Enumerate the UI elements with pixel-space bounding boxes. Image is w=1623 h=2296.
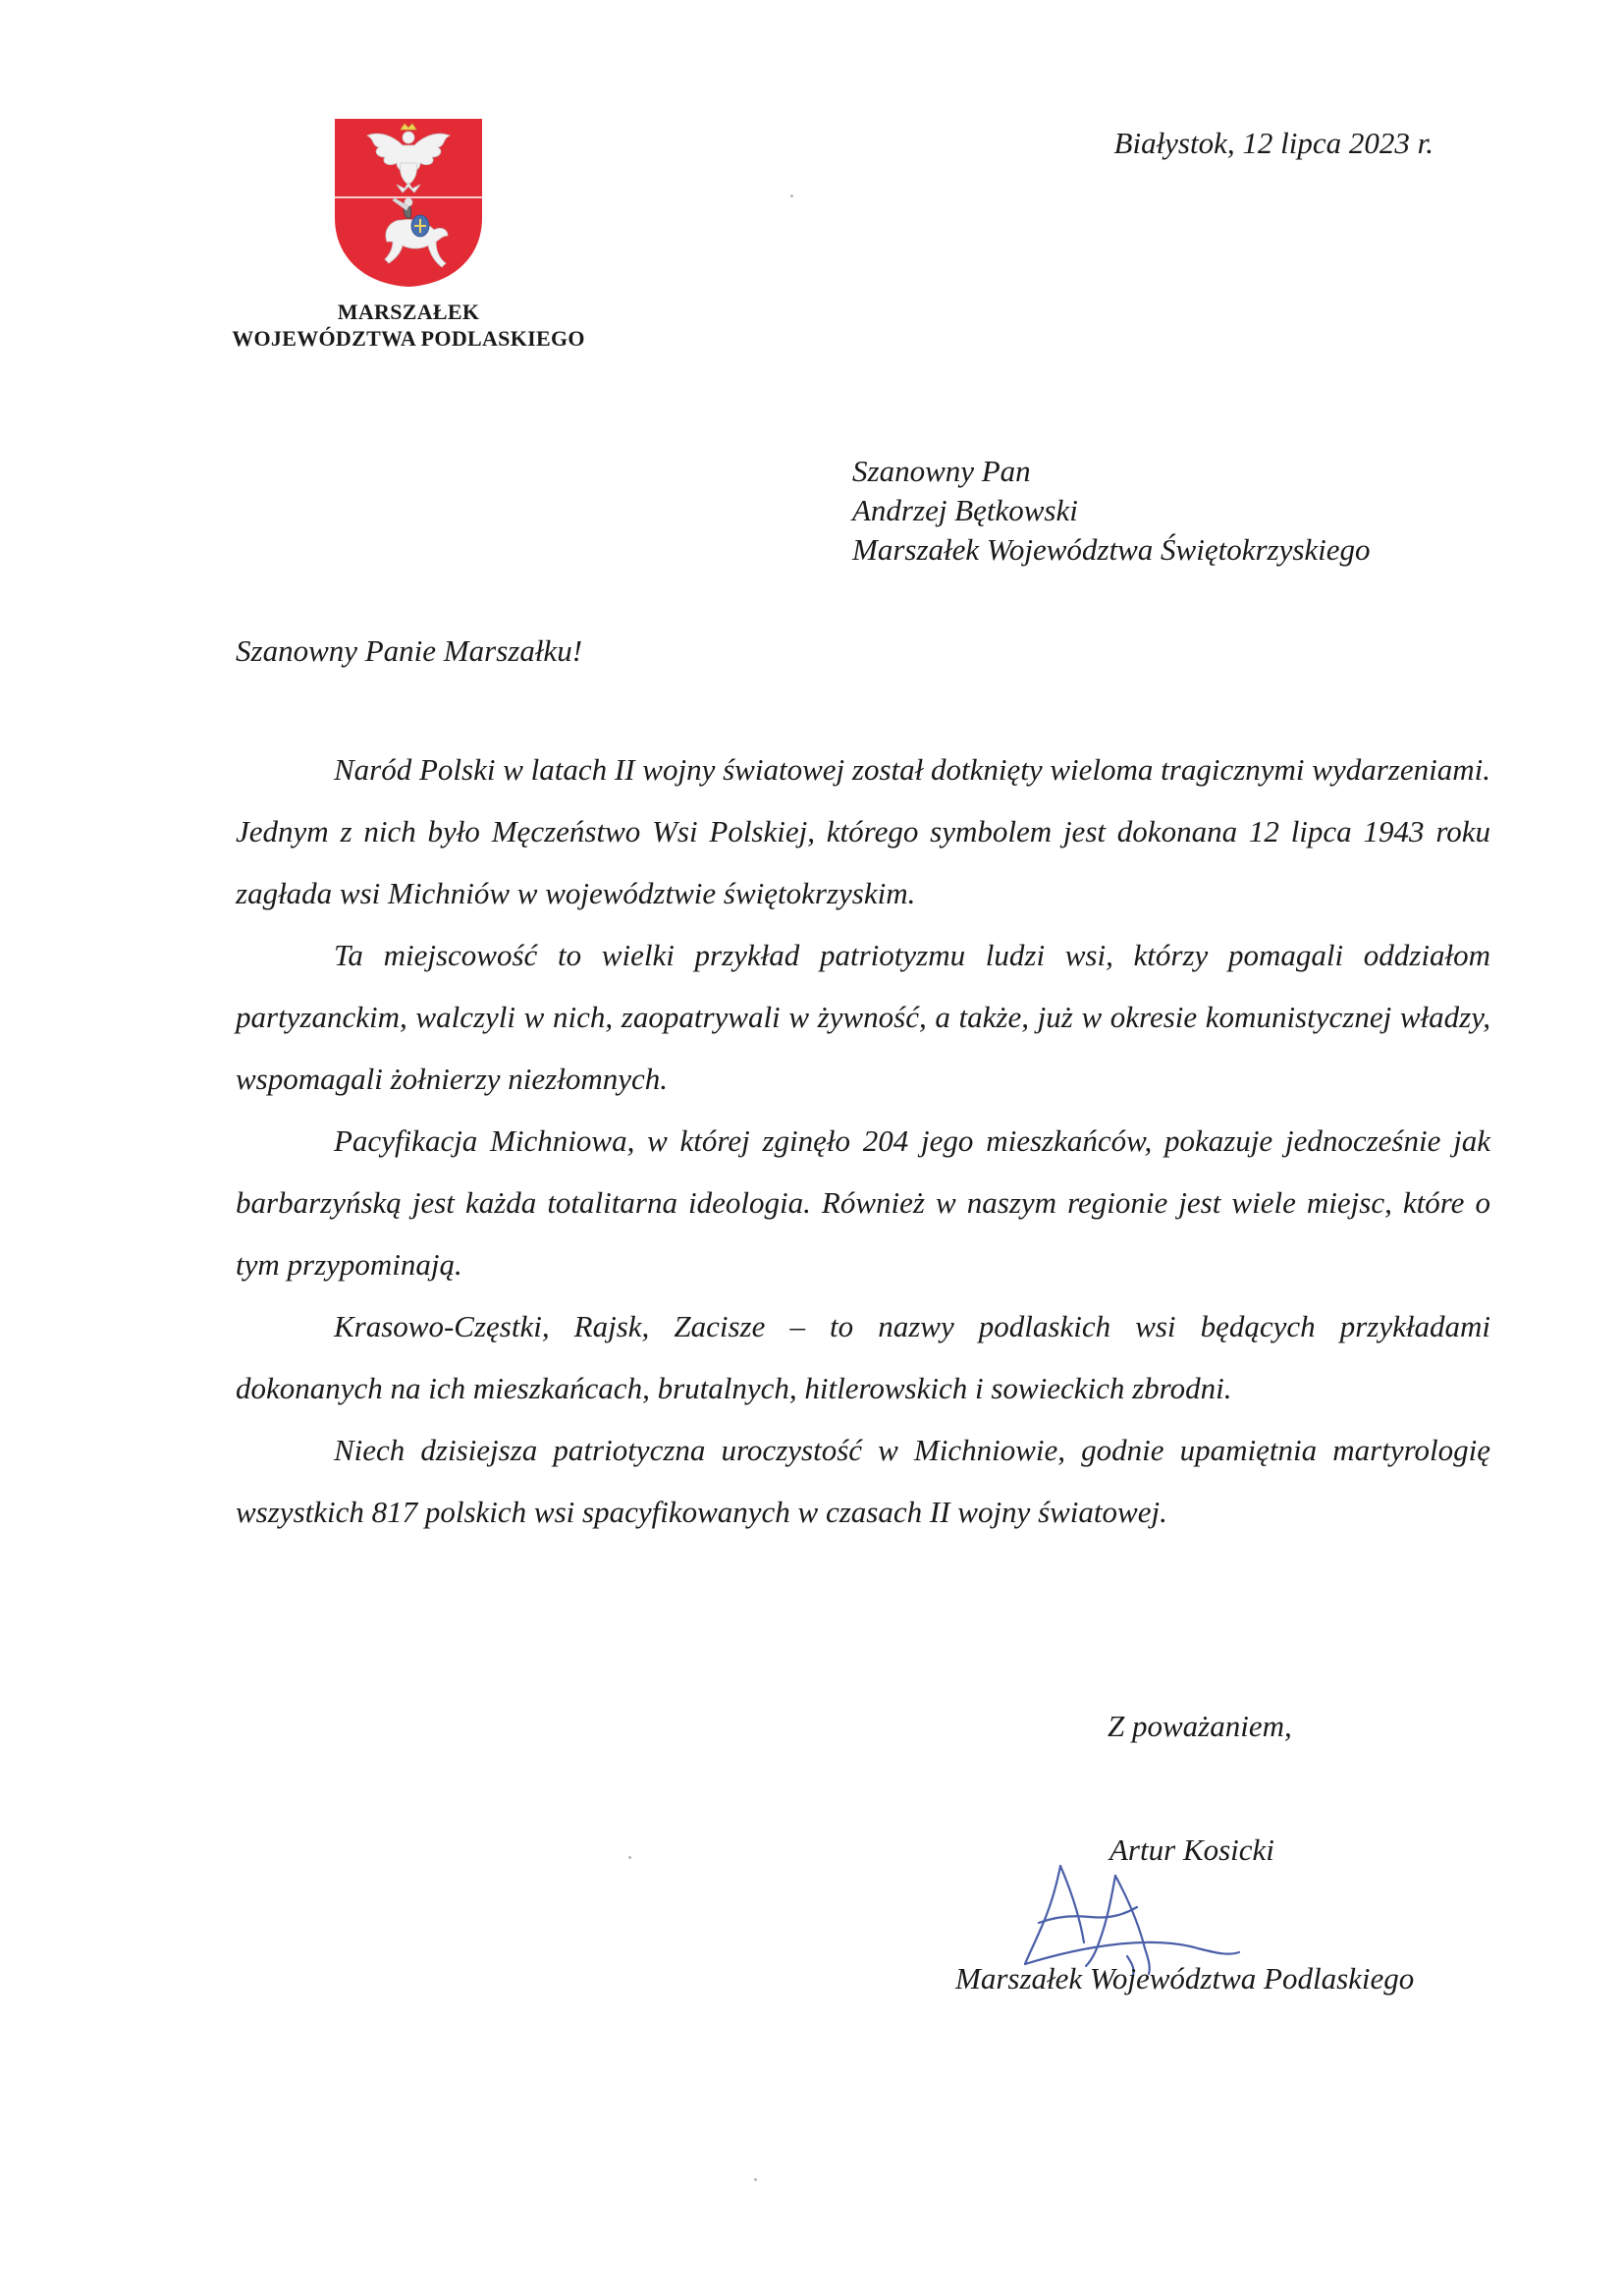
issuer-line-2: WOJEWÓDZTWA PODLASKIEGO (232, 326, 585, 351)
paragraph-3: Pacyfikacja Michniowa, w której zginęło 204 jego mieszkańców, pokazuje jednocześnie jak barbarzyńską jest każda totalitarna ideologia. Również w naszym regionie jest wiele miejsc, które o tym przypominają. (236, 1123, 1490, 1282)
salutation: Szanowny Panie Marszałku! (236, 633, 583, 668)
scan-speck (754, 2178, 757, 2181)
place-date: Białystok, 12 lipca 2023 r. (1113, 126, 1434, 160)
recipient-line-3: Marszałek Województwa Świętokrzyskiego (852, 532, 1371, 567)
paragraph-4: Krasowo-Częstki, Rajsk, Zacisze – to nazwy podlaskich wsi będących przykładami dokonanych na ich mieszkańcach, brutalnych, hitlerowskich i sowieckich zbrodni. (236, 1309, 1490, 1405)
letter-body (236, 738, 1490, 1543)
recipient-line-1: Szanowny Pan (852, 454, 1031, 488)
recipient-line-2: Andrzej Bętkowski (852, 493, 1078, 527)
issuer-line-1: MARSZAŁEK (337, 300, 480, 324)
scan-speck (790, 194, 793, 197)
paragraph-1: Naród Polski w latach II wojny światowej został dotknięty wieloma tragicznymi wydarzeniami. Jednym z nich było Męczeństwo Wsi Polskiej, którego symbolem jest dokonana 12 lipca 1943 roku zagłada wsi Michniów w województwie świętokrzyskim. (236, 752, 1490, 910)
signer-title: Marszałek Województwa Podlaskiego (955, 1961, 1415, 1995)
paragraph-2: Ta miejscowość to wielki przykład patriotyzmu ludzi wsi, którzy pomagali oddziałom partyzanckim, walczyli w nich, zaopatrywali w żywność, a także, już w okresie komunistycznej władzy, wspomagali żołnierzy niezłomnych. (236, 938, 1490, 1096)
closing-regards: Z poważaniem, (1108, 1709, 1292, 1743)
issuer-name (206, 299, 611, 352)
scan-speck (628, 1856, 631, 1859)
coat-of-arms-icon (332, 116, 485, 289)
signer-name: Artur Kosicki (1109, 1832, 1274, 1867)
recipient-block (852, 452, 1371, 570)
paragraph-5: Niech dzisiejsza patriotyczna uroczystość w Michniowie, godnie upamiętnia martyrologię wszystkich 817 polskich wsi spacyfikowanych w czasach II wojny światowej. (236, 1433, 1490, 1529)
